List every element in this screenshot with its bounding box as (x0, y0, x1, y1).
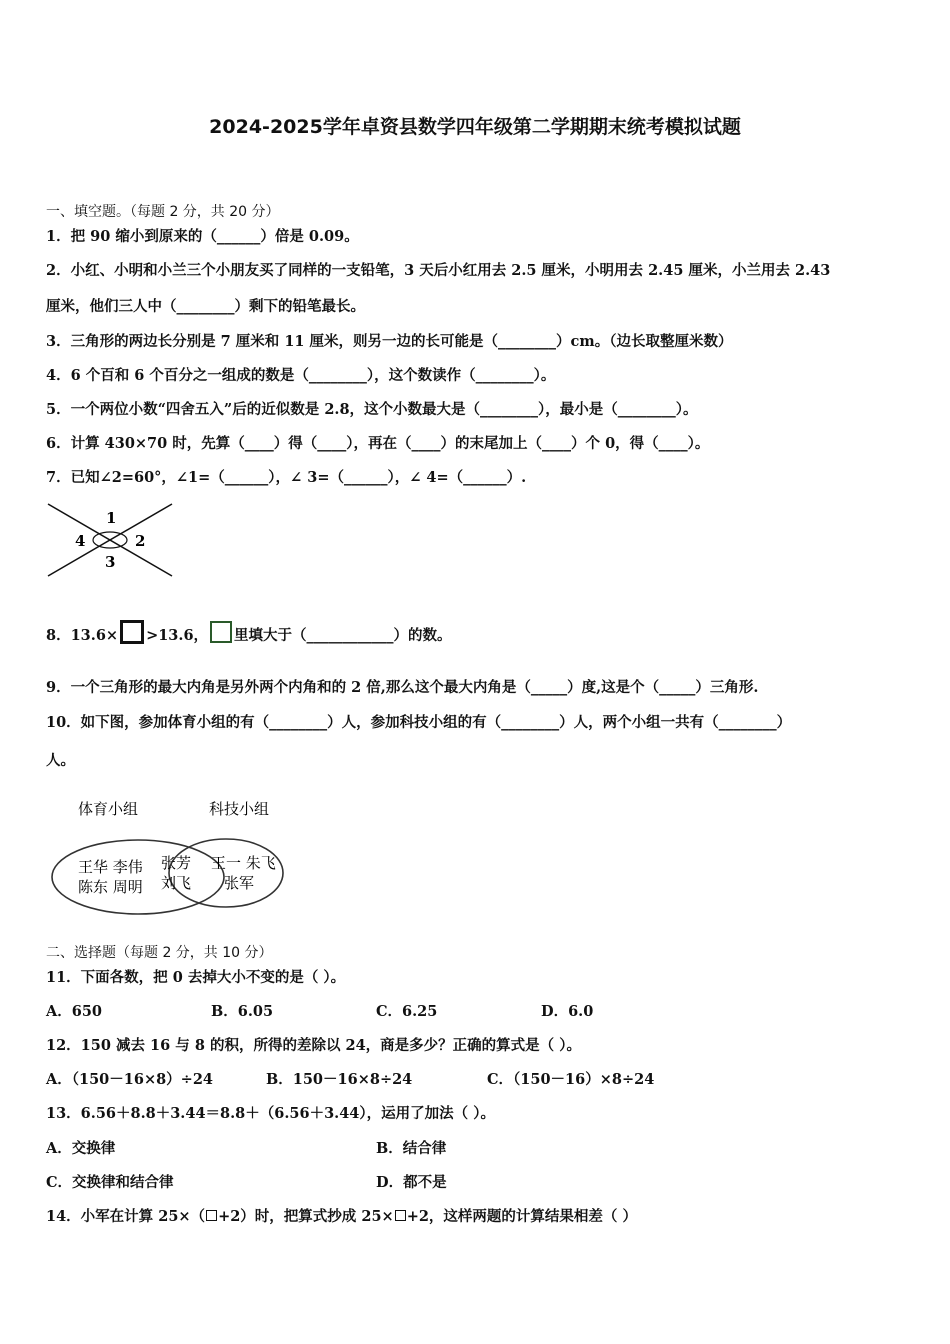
q11-option-b: B．6.05 (211, 1003, 274, 1020)
question-1: 1．把 90 缩小到原来的（______）倍是 0.09。 (46, 228, 359, 245)
question-8-tail: 里填大于（____________）的数。 (234, 627, 452, 644)
q12-option-c: C．（150－16）×8÷24 (487, 1071, 655, 1088)
question-8 (46, 620, 904, 646)
question-8-compare: >13.6， (146, 627, 209, 644)
question-12: 12．150 减去 16 与 8 的积，所得的差除以 24，商是多少？正确的算式是（ ）。 (46, 1037, 581, 1054)
angle-label-3: 3 (105, 553, 116, 571)
section-heading-choice: 二、选择题（每题 2 分，共 10 分） (46, 945, 273, 961)
venn-right-circle (169, 839, 283, 907)
question-2-line1: 2．小红、小明和小兰三个小朋友买了同样的一支铅笔，3 天后小红用去 2.5 厘米，小明用去 2.45 厘米，小兰用去 2.43 (46, 262, 831, 279)
page-title: 2024-2025学年卓资县数学四年级第二学期期末统考模拟试题 (209, 116, 741, 138)
question-14 (46, 1207, 904, 1227)
q12-option-a: A．（150－16×8）÷24 (46, 1071, 214, 1088)
venn-left-row2: 陈东 周明 (78, 878, 143, 896)
blank-square-icon (120, 620, 144, 644)
venn-right-title: 科技小组 (209, 800, 270, 818)
q12-option-b: B．150－16×8÷24 (266, 1071, 413, 1088)
question-14-part1: 14．小军在计算 25×（ (46, 1208, 206, 1225)
q13-option-d: D．都不是 (376, 1174, 447, 1191)
question-9: 9．一个三角形的最大内角是另外两个内角和的 2 倍,那么这个最大内角是（_____）度,这是个（_____）三角形. (46, 679, 759, 696)
q13-option-b: B．结合律 (376, 1140, 447, 1157)
blank-square-icon (206, 1210, 217, 1221)
venn-left-row1: 王华 李伟 (78, 858, 143, 876)
q13-option-a: A．交换律 (46, 1140, 116, 1157)
q13-option-c: C．交换律和结合律 (46, 1174, 174, 1191)
question-2-line2: 厘米，他们三人中（________）剩下的铅笔最长。 (46, 298, 365, 315)
angle-label-2: 2 (135, 532, 146, 550)
question-10-line2: 人。 (46, 752, 75, 769)
blank-square-icon (395, 1210, 406, 1221)
venn-left-title: 体育小组 (78, 800, 139, 818)
q11-option-d: D．6.0 (541, 1003, 594, 1020)
angle-figure (44, 500, 178, 580)
venn-right-row1: 王一 朱飞 (211, 854, 276, 872)
blank-square-icon (210, 621, 232, 643)
question-11: 11．下面各数，把 0 去掉大小不变的是（ ）。 (46, 969, 346, 986)
question-10-line1: 10．如下图，参加体育小组的有（________）人，参加科技小组的有（________）人，两个小组一共有（________） (46, 714, 792, 731)
q11-option-c: C．6.25 (376, 1003, 438, 1020)
angle-label-1: 1 (106, 509, 117, 527)
question-5: 5．一个两位小数“四舍五入”后的近似数是 2.8，这个小数最大是（________），最小是（________）。 (46, 401, 698, 418)
question-4: 4．6 个百和 6 个百分之一组成的数是（________），这个数读作（________）。 (46, 367, 556, 384)
question-7: 7．已知∠2=60°，∠1=（______），∠ 3=（______），∠ 4=（______）. (46, 469, 527, 486)
venn-middle-row2: 刘飞 (161, 874, 192, 892)
question-3: 3．三角形的两边长分别是 7 厘米和 11 厘米，则另一边的长可能是（________）cm。（边长取整厘米数） (46, 333, 733, 350)
angle-label-4: 4 (75, 532, 86, 550)
venn-right-row2: 张军 (224, 874, 255, 892)
question-13: 13．6.56＋8.8＋3.44＝8.8＋（6.56＋3.44），运用了加法（ ）。 (46, 1105, 495, 1122)
question-14-part2: +2）时，把算式抄成 25× (218, 1208, 394, 1225)
q11-option-a: A．650 (46, 1003, 103, 1020)
question-14-part3: +2，这样两题的计算结果相差（ ） (406, 1208, 637, 1225)
question-8-expression: 8．13.6× (46, 627, 119, 644)
question-6: 6．计算 430×70 时，先算（____）得（____），再在（____）的末尾加上（____）个 0，得（____）。 (46, 435, 710, 452)
section-heading-fill-blank: 一、填空题。（每题 2 分，共 20 分） (46, 204, 280, 220)
venn-middle-row1: 张芳 (161, 854, 192, 872)
venn-diagram (46, 790, 296, 920)
